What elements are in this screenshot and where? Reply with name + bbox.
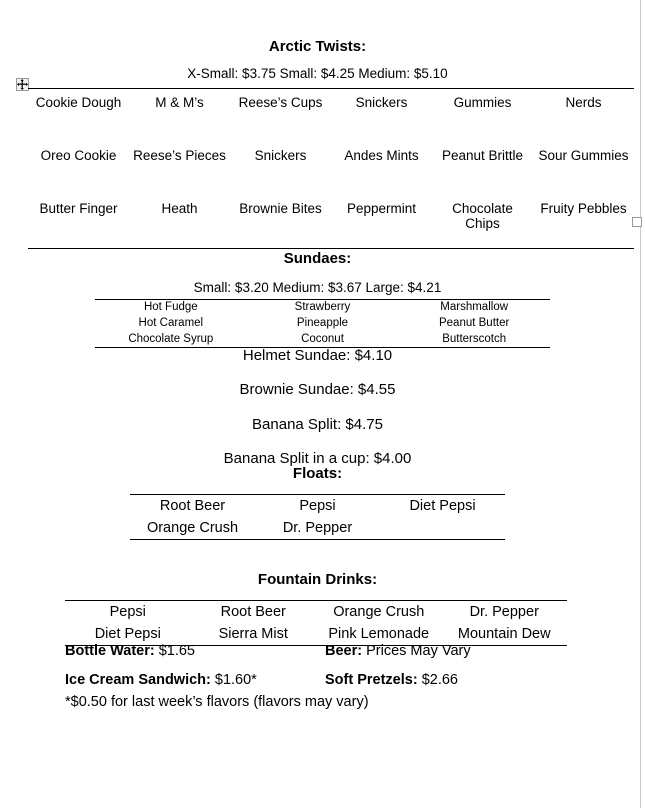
table-row	[130, 517, 505, 540]
table-resize-handle-icon[interactable]	[632, 217, 642, 227]
fountain-drinks-table	[65, 600, 567, 646]
float-cell: Root Beer	[159, 498, 226, 514]
beer-price: Prices May Vary	[362, 643, 471, 659]
table-row	[28, 195, 634, 249]
sundae-item: Banana Split in a cup: $4.00	[223, 449, 412, 467]
soft-pretzels-price: $2.66	[417, 672, 458, 689]
ice-cream-sandwich-price: $1.60*	[210, 672, 257, 689]
drink-cell: Orange Crush	[333, 604, 425, 620]
soft-pretzels-label: Soft Pretzels:	[325, 672, 418, 689]
page-right-edge	[640, 0, 641, 808]
table-row	[130, 495, 505, 518]
flavor-cell: Peppermint	[346, 201, 417, 216]
flavor-cell: Nerds	[565, 95, 602, 110]
topping-cell: Coconut	[301, 332, 344, 345]
topping-cell: Butterscotch	[442, 332, 507, 345]
flavor-cell: Snickers	[254, 148, 307, 163]
drink-cell: Dr. Pepper	[469, 604, 539, 620]
float-cell: Orange Crush	[146, 520, 239, 536]
sundae-item: Banana Split: $4.75	[252, 415, 383, 433]
drink-cell: Sierra Mist	[218, 626, 288, 642]
sundae-item: Helmet Sundae: $4.10	[242, 347, 393, 364]
flavor-disclaimer-note: *$0.50 for last week’s flavors (flavors may vary)	[65, 693, 369, 710]
sundae-specialty-list	[0, 347, 635, 484]
fountain-drinks-heading: Fountain Drinks:	[257, 571, 378, 588]
arctic-twists-prices: X-Small: $3.75 Small: $4.25 Medium: $5.10	[187, 66, 448, 81]
arctic-twists-flavors-table	[28, 88, 634, 249]
ice-cream-sandwich-item	[65, 672, 325, 689]
topping-cell: Chocolate Syrup	[128, 332, 214, 345]
topping-cell: Strawberry	[294, 301, 351, 313]
beer-item	[325, 643, 585, 660]
topping-cell: Hot Caramel	[138, 316, 204, 329]
topping-cell: Pineapple	[296, 316, 349, 329]
floats-table	[130, 494, 505, 540]
bottle-water-price: $1.65	[154, 643, 196, 659]
drink-cell: Mountain Dew	[457, 626, 551, 642]
float-cell: Pepsi	[299, 498, 336, 514]
topping-cell: Marshmallow	[440, 301, 509, 313]
flavor-cell: Cookie Dough	[35, 95, 122, 110]
drink-cell: Root Beer	[220, 604, 286, 620]
table-row	[95, 300, 550, 316]
flavor-cell: Reese’s Pieces	[133, 148, 226, 163]
topping-cell: Peanut Butter	[438, 316, 510, 329]
sundae-item: Brownie Sundae: $4.55	[239, 381, 396, 399]
flavor-cell: Oreo Cookie	[40, 148, 117, 163]
sundaes-prices: Small: $3.20 Medium: $3.67 Large: $4.21	[193, 280, 442, 295]
float-cell: Diet Pepsi	[409, 498, 476, 514]
flavor-cell: Snickers	[355, 95, 408, 110]
flavor-cell: Brownie Bites	[239, 201, 322, 216]
arctic-twists-heading: Arctic Twists:	[268, 38, 367, 55]
ice-cream-sandwich-label: Ice Cream Sandwich:	[65, 672, 211, 689]
floats-heading: Floats:	[292, 465, 343, 482]
flavor-cell: Peanut Brittle	[441, 148, 524, 163]
table-row	[95, 332, 550, 348]
table-row	[95, 316, 550, 332]
flavor-cell: Sour Gummies	[538, 148, 629, 163]
flavor-cell: Heath	[161, 201, 198, 216]
footer-row	[65, 643, 585, 660]
sundaes-toppings-table	[95, 299, 550, 348]
flavor-cell: M & M’s	[155, 95, 204, 110]
table-row	[28, 89, 634, 143]
flavor-cell: Fruity Pebbles	[540, 201, 627, 216]
table-row	[28, 142, 634, 195]
soft-pretzels-item	[325, 672, 585, 689]
sundaes-heading: Sundaes:	[283, 250, 352, 267]
flavor-cell: Gummies	[453, 95, 512, 110]
footer-items	[65, 643, 585, 711]
drink-cell: Pink Lemonade	[328, 626, 430, 642]
drink-cell: Diet Pepsi	[94, 626, 161, 642]
flavor-cell: Butter Finger	[39, 201, 118, 216]
bottle-water-item	[65, 643, 325, 660]
footer-row	[65, 672, 585, 689]
beer-label: Beer:	[325, 643, 363, 659]
bottle-water-label: Bottle Water:	[65, 643, 155, 659]
drink-cell: Pepsi	[109, 604, 146, 620]
flavor-cell: Chocolate Chips	[452, 201, 513, 231]
float-cell	[380, 517, 505, 540]
float-cell: Dr. Pepper	[282, 520, 353, 536]
topping-cell: Hot Fudge	[143, 301, 198, 313]
flavor-cell: Andes Mints	[344, 148, 419, 163]
table-row	[65, 601, 567, 624]
flavor-cell: Reese’s Cups	[238, 95, 323, 110]
